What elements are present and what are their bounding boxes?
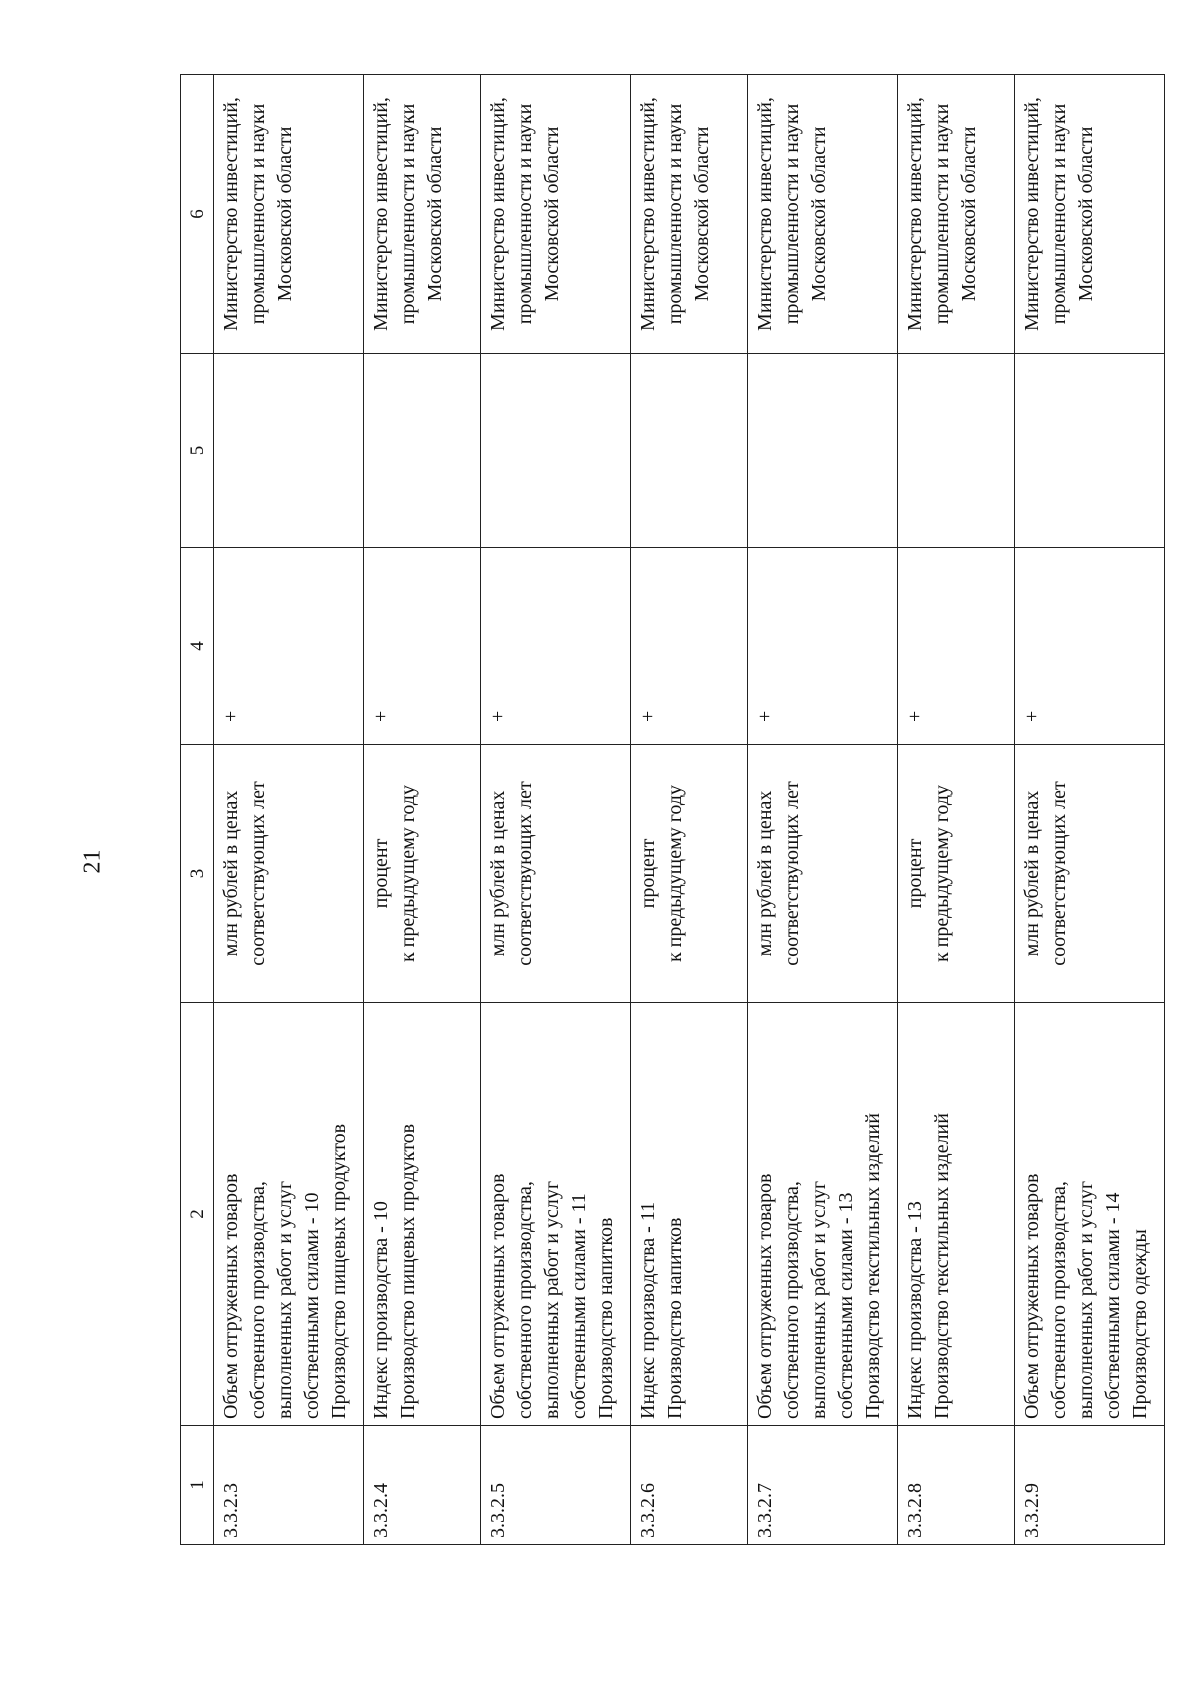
unit-cell [364,745,481,1003]
table-body [181,75,1165,1545]
table-row [214,75,364,1545]
organization-line: Московской области [424,126,447,302]
organization-line: Министерство инвестиций, [487,97,510,331]
empty-cell [1015,354,1165,548]
indicator-line: Производство пищевых продуктов [397,1123,420,1419]
unit-line: процент [370,838,393,909]
header-row [181,75,214,1545]
indicator-line: Производство напитков [664,1217,687,1419]
organization-line: промышленности и науки [514,103,537,325]
organization-line: промышленности и науки [1048,103,1071,325]
organization-cell [364,75,481,354]
organization-line: Московской области [808,126,831,302]
indicator-line: собственного производства, [514,1181,537,1419]
header-cell-2: 2 [181,1003,214,1426]
indicator-line: Объем отгруженных товаров [754,1173,777,1419]
indicator-line: выполненных работ и услуг [541,1180,564,1419]
empty-cell [748,354,898,548]
row-code: 3.3.2.5 [487,1483,510,1538]
organization-cell [631,75,748,354]
header-cell-6: 6 [181,75,214,354]
plus-mark: + [754,710,777,722]
indicator-cell [898,1003,1015,1426]
indicator-line: собственного производства, [247,1181,270,1419]
unit-line: млн рублей в ценах [220,790,243,957]
organization-line: Министерство инвестиций, [370,97,393,331]
indicator-line: Производство одежды [1129,1229,1152,1419]
unit-line: к предыдущему году [397,784,420,963]
code-cell [1015,1426,1165,1545]
mark-cell [748,548,898,745]
row-code: 3.3.2.7 [754,1483,777,1538]
indicator-line: выполненных работ и услуг [808,1180,831,1419]
row-code: 3.3.2.9 [1021,1483,1044,1538]
indicator-line: выполненных работ и услуг [1075,1180,1098,1419]
unit-line: млн рублей в ценах [487,790,510,957]
page-number: 21 [79,849,106,874]
indicator-line: выполненных работ и услуг [274,1180,297,1419]
code-cell [214,1426,364,1545]
table-row [364,75,481,1545]
indicator-line: собственными силами - 14 [1102,1192,1125,1419]
empty-cell [214,354,364,548]
indicator-cell [1015,1003,1165,1426]
header-cell-4: 4 [181,548,214,745]
organization-line: Московской области [1075,126,1098,302]
indicator-line: Производство напитков [595,1217,618,1419]
unit-line: процент [637,838,660,909]
indicator-line: Индекс производства - 13 [904,1201,927,1419]
empty-cell [631,354,748,548]
organization-cell [748,75,898,354]
organization-line: Министерство инвестиций, [904,97,927,331]
code-cell [748,1426,898,1545]
unit-cell [1015,745,1165,1003]
code-cell [898,1426,1015,1545]
mark-cell [631,548,748,745]
indicator-line: Объем отгруженных товаров [487,1173,510,1419]
organization-line: промышленности и науки [664,103,687,325]
mark-cell [898,548,1015,745]
unit-line: к предыдущему году [931,784,954,963]
table-row [481,75,631,1545]
unit-line: млн рублей в ценах [1021,790,1044,957]
table-row [1015,75,1165,1545]
unit-line: соответствующих лет [1048,781,1071,966]
table-row [631,75,748,1545]
rotated-table-wrapper [180,75,1165,1545]
table-row [748,75,898,1545]
mark-cell [364,548,481,745]
unit-cell [898,745,1015,1003]
organization-line: Министерство инвестиций, [220,97,243,331]
header-cell-1: 1 [181,1426,214,1545]
empty-cell [481,354,631,548]
indicator-cell [631,1003,748,1426]
indicator-line: Производство текстильных изделий [931,1113,954,1419]
indicator-line: собственными силами - 10 [301,1192,324,1419]
plus-mark: + [370,710,393,722]
organization-line: Московской области [274,126,297,302]
row-code: 3.3.2.3 [220,1483,243,1538]
row-code: 3.3.2.4 [370,1483,393,1538]
indicator-cell [364,1003,481,1426]
plus-mark: + [904,710,927,722]
unit-line: соответствующих лет [247,781,270,966]
organization-line: промышленности и науки [931,103,954,325]
indicator-cell [214,1003,364,1426]
plus-mark: + [487,710,510,722]
header-cell-5: 5 [181,354,214,548]
header-cell-3: 3 [181,745,214,1003]
organization-line: промышленности и науки [247,103,270,325]
code-cell [364,1426,481,1545]
indicator-line: Производство текстильных изделий [862,1113,885,1419]
organization-line: Министерство инвестиций, [754,97,777,331]
organization-line: промышленности и науки [781,103,804,325]
organization-line: Московской области [541,126,564,302]
mark-cell [481,548,631,745]
row-code: 3.3.2.6 [637,1483,660,1538]
indicator-line: Производство пищевых продуктов [328,1123,351,1419]
unit-line: к предыдущему году [664,784,687,963]
indicator-line: собственного производства, [1048,1181,1071,1419]
organization-line: Министерство инвестиций, [637,97,660,331]
organization-line: Министерство инвестиций, [1021,97,1044,331]
unit-line: млн рублей в ценах [754,790,777,957]
indicator-line: собственного производства, [781,1181,804,1419]
organization-line: Московской области [691,126,714,302]
unit-line: соответствующих лет [781,781,804,966]
indicator-cell [748,1003,898,1426]
row-code: 3.3.2.8 [904,1483,927,1538]
indicator-line: Объем отгруженных товаров [220,1173,243,1419]
organization-cell [214,75,364,354]
plus-mark: + [220,710,243,722]
mark-cell [1015,548,1165,745]
organization-line: промышленности и науки [397,103,420,325]
table-row [898,75,1015,1545]
plus-mark: + [1021,710,1044,722]
organization-cell [1015,75,1165,354]
indicator-line: Индекс производства - 11 [637,1201,660,1419]
plus-mark: + [637,710,660,722]
unit-cell [748,745,898,1003]
indicators-table [180,74,1165,1545]
organization-cell [481,75,631,354]
indicator-line: Объем отгруженных товаров [1021,1173,1044,1419]
empty-cell [898,354,1015,548]
mark-cell [214,548,364,745]
unit-line: соответствующих лет [514,781,537,966]
organization-cell [898,75,1015,354]
indicator-cell [481,1003,631,1426]
indicator-line: собственными силами - 11 [568,1193,591,1419]
code-cell [631,1426,748,1545]
organization-line: Московской области [958,126,981,302]
indicator-line: Индекс производства - 10 [370,1201,393,1419]
unit-cell [631,745,748,1003]
empty-cell [364,354,481,548]
unit-cell [214,745,364,1003]
unit-line: процент [904,838,927,909]
unit-cell [481,745,631,1003]
code-cell [481,1426,631,1545]
indicator-line: собственными силами - 13 [835,1192,858,1419]
